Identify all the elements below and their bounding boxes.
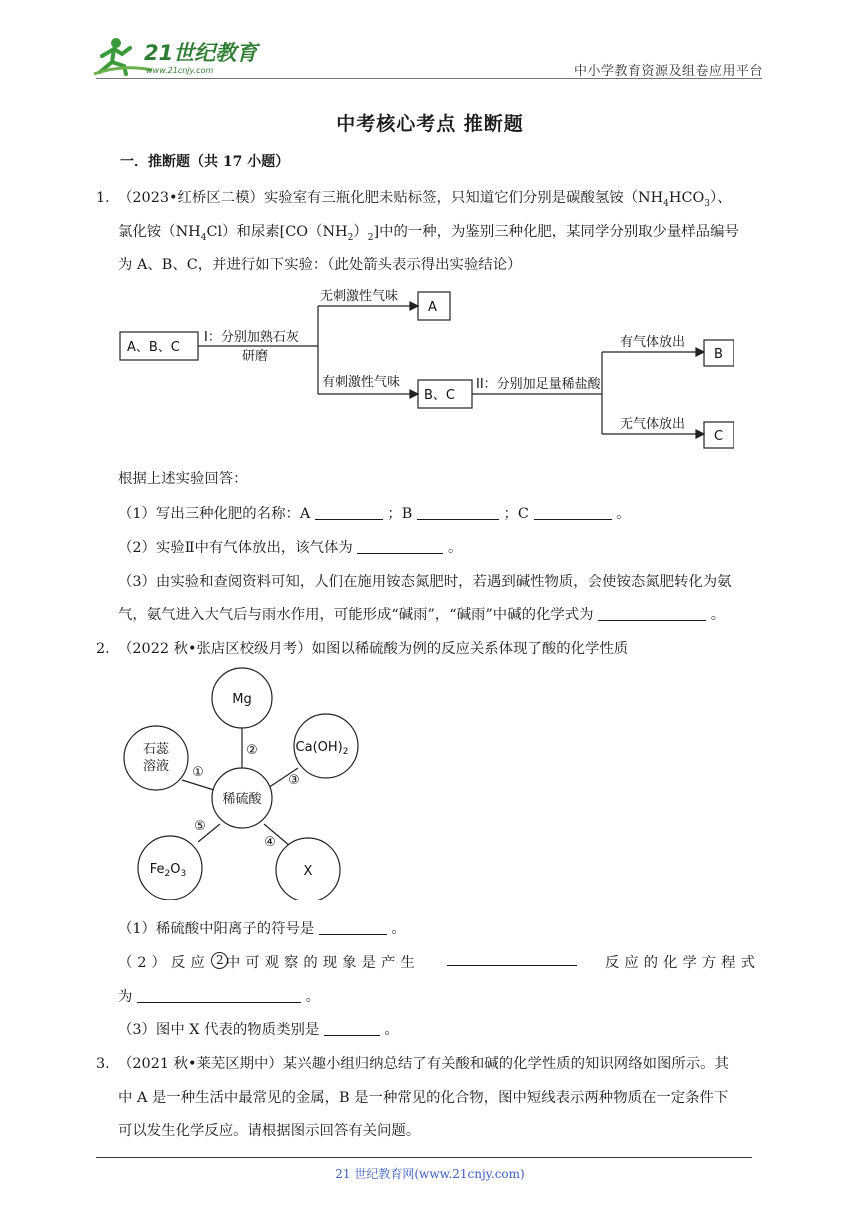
q1-answer-c[interactable]	[534, 505, 612, 520]
q2-sub3: （3）图中 X 代表的物质类别是 。	[118, 1022, 399, 1038]
q1-line3: 为 A、B、C，并进行如下实验：（此处箭头表示得出实验结论）	[118, 257, 522, 273]
site-logo	[92, 34, 262, 78]
reaction-5-marker: ⑤	[194, 819, 206, 834]
q2-number: 2．	[96, 641, 120, 657]
reaction-1-marker: ①	[192, 765, 204, 780]
q1-flow-diagram	[118, 282, 734, 452]
q2-answer-equation[interactable]	[137, 988, 301, 1003]
box-c-label: C	[714, 429, 724, 444]
mg-label: Mg	[232, 692, 252, 707]
q2-sub2-line2: 为 。	[118, 989, 320, 1005]
q2-answer-phenomenon[interactable]	[447, 951, 577, 966]
q3-line1: （2021 秋•莱芜区期中）某兴趣小组归纳总结了有关酸和碱的化学性质的知识网络如图所示。其	[118, 1056, 729, 1072]
q3-number: 3．	[96, 1056, 120, 1072]
reaction-2-circle-marker: 2	[211, 952, 228, 969]
box-bc-label: B、C	[424, 388, 455, 403]
gas-out-label: 有气体放出	[620, 335, 686, 350]
reaction-4-marker: ④	[264, 835, 276, 850]
litmus-label-1: 石蕊	[142, 742, 170, 757]
q1-answer-a[interactable]	[315, 505, 383, 520]
q1-number: 1．	[96, 190, 120, 206]
q1-answer-gas[interactable]	[357, 539, 443, 554]
q1-line1: （2023•红桥区二模）实验室有三瓶化肥未贴标签，只知道它们分别是碳酸氢铵$(NH_4HCO_3)$、	[118, 190, 732, 209]
q1-sub2: （2）实验Ⅱ中有气体放出，该气体为 。	[118, 540, 463, 556]
litmus-circle	[124, 726, 188, 790]
step1-label: I：分别加熟石灰	[204, 330, 299, 345]
page-title: 中考核心考点 推断题	[336, 113, 524, 135]
q1-line2: 氯化铵$(NH_4Cl)$和尿素$[CO(NH_2)_2]$中的一种，为鉴别三种化肥，某同学分别取少量样品编号	[118, 224, 739, 243]
has-smell-label: 有刺激性气味	[322, 375, 401, 390]
q2-answer-cation[interactable]	[319, 920, 387, 935]
box-abc-label: A、B、C	[127, 340, 180, 355]
litmus-label-2: 溶液	[142, 759, 170, 774]
q1-answer-base[interactable]	[598, 606, 706, 621]
caoh2-label: $Ca(OH)_2$	[295, 740, 349, 757]
reaction-3-marker: ③	[288, 773, 300, 788]
sulfuric-acid-label: 稀硫酸	[222, 792, 262, 807]
header-divider	[96, 78, 762, 79]
box-b-label: B	[714, 347, 723, 362]
reaction-2-marker: ②	[246, 743, 258, 758]
x-label: X	[303, 864, 313, 879]
q2-answer-x-type[interactable]	[324, 1021, 380, 1036]
logo-url: www.21cnjy.com	[146, 66, 214, 75]
platform-label: 中小学教育资源及组卷应用平台	[574, 64, 764, 79]
q2-reaction-diagram	[118, 664, 368, 900]
no-gas-label: 无气体放出	[620, 417, 686, 432]
logo-text: 21世纪教育	[144, 41, 258, 65]
q1-sub1: （1）写出三种化肥的名称：A ；B ；C 。	[118, 506, 631, 522]
footer-text: 21 世纪教育网(www.21cnjy.com)	[335, 1167, 525, 1181]
fe2o3-label: $Fe_2O_3$	[149, 862, 187, 879]
q3-line3: 可以发生化学反应。请根据图示回答有关问题。	[118, 1123, 421, 1139]
footer-divider	[96, 1157, 752, 1158]
q1-sub3-line2: 气，氨气进入大气后与雨水作用，可能形成“碱雨”，“碱雨”中碱的化学式为 。	[118, 607, 726, 623]
q1-intro: 根据上述实验回答：	[118, 471, 248, 487]
q3-line2: 中 A 是一种生活中最常见的金属，B 是一种常见的化合物，图中短线表示两种物质在一定条件下	[118, 1090, 729, 1106]
step1-label2: 研磨	[242, 349, 269, 364]
q2-line1: （2022 秋•张店区校级月考）如图以稀硫酸为例的反应关系体现了酸的化学性质	[118, 641, 629, 657]
section-heading: 一．推断题（共 17 小题）	[120, 154, 290, 170]
q1-answer-b[interactable]	[417, 505, 499, 520]
q2-sub2-line1: （2）反应 2 中可观察的现象是产生 反应的化学方程式	[118, 953, 760, 971]
box-a-label: A	[428, 300, 437, 315]
step2-label: II：分别加足量稀盐酸	[476, 377, 601, 392]
q1-sub3-line1: （3）由实验和查阅资料可知，人们在施用铵态氮肥时，若遇到碱性物质，会使铵态氮肥转化为氨	[118, 574, 732, 590]
q2-sub1: （1）稀硫酸中阳离子的符号是 。	[118, 921, 406, 937]
no-smell-label: 无刺激性气味	[320, 289, 399, 304]
